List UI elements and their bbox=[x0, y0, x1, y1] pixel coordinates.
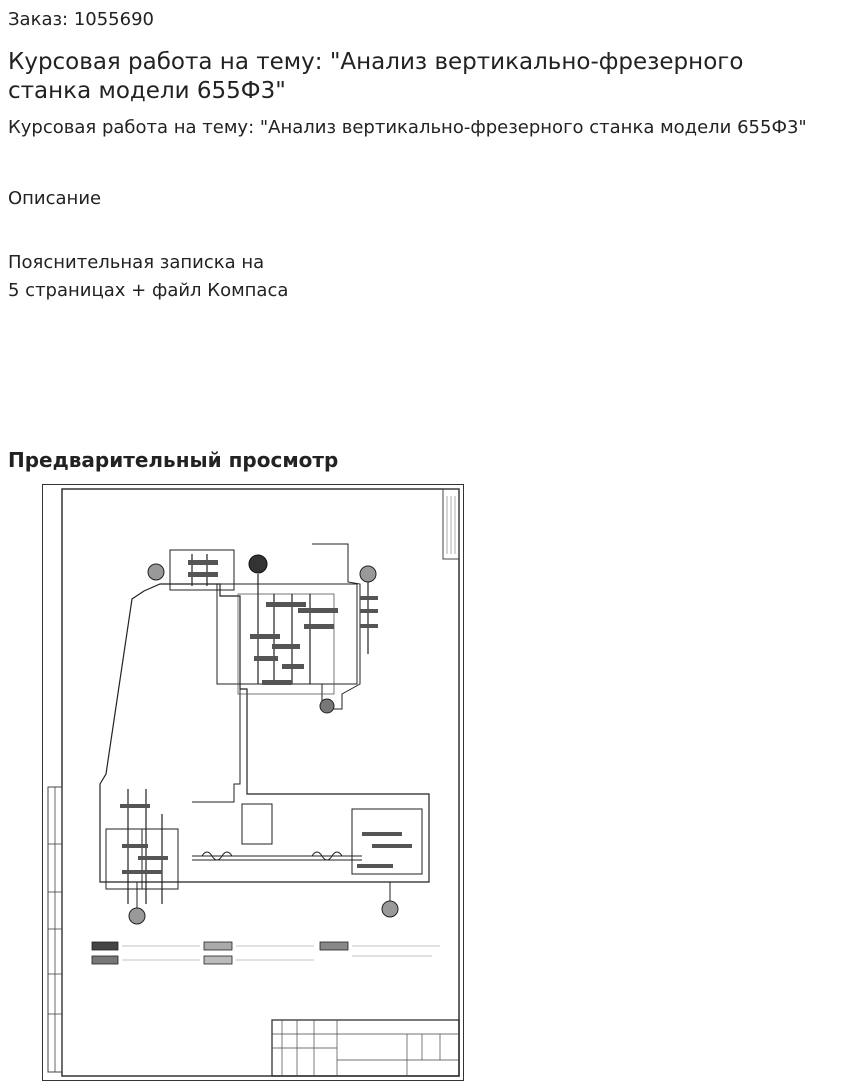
kinematic-scheme-drawing bbox=[42, 484, 464, 1081]
preview-drawing[interactable] bbox=[42, 484, 464, 1081]
description-line-2: 5 страницах + файл Компаса bbox=[8, 280, 289, 301]
preview-heading: Предварительный просмотр bbox=[8, 448, 339, 472]
description-text bbox=[8, 249, 288, 305]
description-heading: Описание bbox=[8, 188, 102, 209]
order-number: Заказ: 1055690 bbox=[8, 9, 154, 30]
page-title: Курсовая работа на тему: "Анализ вертикально-фрезерного станка модели 655Ф3" bbox=[8, 49, 744, 104]
page-subtitle: Курсовая работа на тему: "Анализ вертикально-фрезерного станка модели 655Ф3" bbox=[8, 117, 807, 138]
description-line-1: Пояснительная записка на bbox=[8, 252, 265, 273]
